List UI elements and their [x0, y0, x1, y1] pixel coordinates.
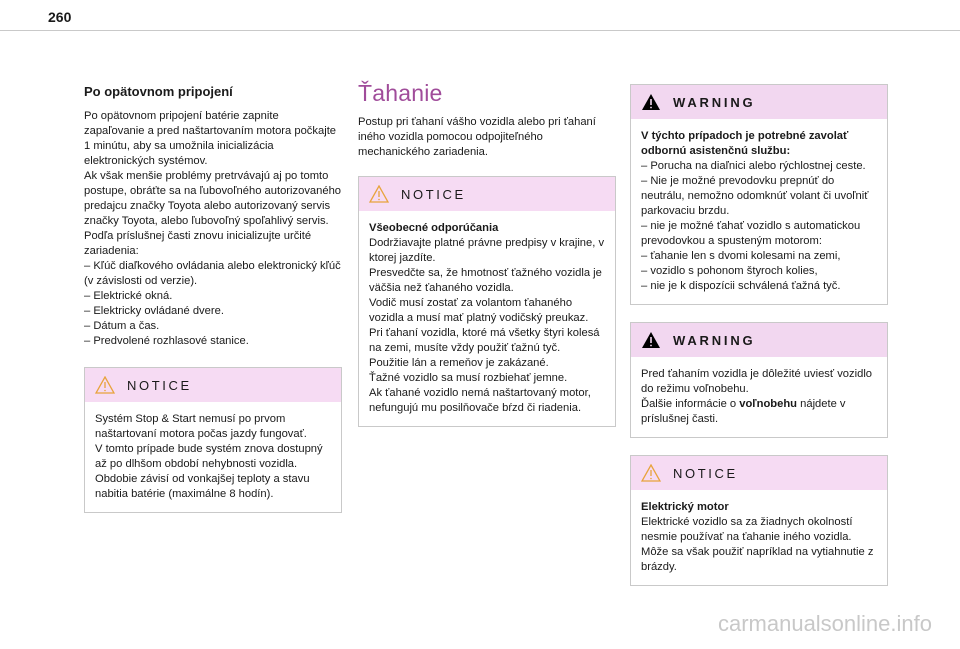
- column-towing: [358, 78, 616, 427]
- notice-line: Ak ťahané vozidlo nemá naštartovaný motor, nefungujú mu posilňovače bŕzd či riadenia.: [369, 387, 591, 414]
- notice-title: NOTICE: [127, 377, 192, 393]
- notice-line: V tomto prípade bude systém znova dostupný až po dlhšom období nehybnosti vozidla.: [95, 443, 323, 470]
- list-item: – Elektricky ovládané dvere.: [84, 304, 342, 319]
- notice-title: NOTICE: [673, 465, 738, 481]
- notice-line: Môže sa však použiť napríklad na vytiahnutie z brázdy.: [641, 546, 874, 573]
- caution-triangle-icon: [369, 185, 389, 203]
- warning-triangle-icon: [641, 331, 661, 349]
- paragraph: Podľa príslušnej časti znovu inicializujte určité zariadenia:: [84, 230, 312, 257]
- warning-line: Pred ťahaním vozidla je dôležité uviesť vozidlo do režimu voľnobehu.: [641, 368, 873, 395]
- list-item: – nie je možné ťahať vozidlo s automatickou prevodovkou a spusteným motorom:: [641, 219, 877, 249]
- section-heading-reconnect: Po opätovnom pripojení: [84, 84, 233, 99]
- notice-subtitle: Elektrický motor: [641, 501, 729, 513]
- notice-header: [359, 177, 615, 211]
- column-warnings: [630, 84, 888, 586]
- warning-box: [630, 84, 888, 305]
- notice-box: [630, 455, 888, 586]
- list-item: – nie je k dispozícii schválená ťažná tyč.: [641, 279, 877, 294]
- text-run: nájdete v príslušnej časti.: [641, 398, 846, 425]
- list-item: – Elektrické okná.: [84, 289, 342, 304]
- paragraph: Postup pri ťahaní vášho vozidla alebo pri ťahaní iného vozidla pomocou odpojiteľného mechanického zariadenia.: [358, 116, 596, 158]
- notice-line: Vodič musí zostať za volantom ťahaného vozidla a musí mať platný vodičský preukaz.: [369, 297, 589, 324]
- section-heading-towing: Ťahanie: [358, 80, 443, 106]
- warning-body: [631, 357, 887, 437]
- notice-box: [358, 176, 616, 427]
- list-item: – Dátum a čas.: [84, 319, 342, 334]
- list-item: – Nie je možné prevodovku prepnúť do neutrálu, nemožno odomknúť volant či uvoľniť parkovaciu brzdu.: [641, 174, 877, 219]
- caution-triangle-icon: [641, 464, 661, 482]
- notice-line: Ťažné vozidlo sa musí rozbiehať jemne.: [369, 372, 568, 384]
- notice-header: [85, 368, 341, 402]
- warning-triangle-icon: [641, 93, 661, 111]
- notice-title: NOTICE: [401, 186, 466, 202]
- notice-line: Pri ťahaní vozidla, ktoré má všetky štyri kolesá na zemi, musíte vždy použiť ťažnú tyč.: [369, 327, 600, 354]
- top-divider: [0, 30, 960, 31]
- caution-triangle-icon: [95, 376, 115, 394]
- list-item: – ťahanie len s dvomi kolesami na zemi,: [641, 249, 877, 264]
- notice-line: Elektrické vozidlo sa za žiadnych okolností nesmie používať na ťahanie iného vozidla.: [641, 516, 853, 543]
- notice-line: Obdobie závisí od vonkajšej teploty a stavu nabitia batérie (maximálne 8 hodín).: [95, 473, 310, 500]
- notice-body: [359, 211, 615, 426]
- list-item: – vozidlo s pohonom štyroch kolies,: [641, 264, 877, 279]
- notice-box: [84, 367, 342, 513]
- notice-header: [631, 456, 887, 490]
- notice-line: Presvedčte sa, že hmotnosť ťažného vozidla je väčšia než ťahaného vozidla.: [369, 267, 602, 294]
- warning-subtitle: V týchto prípadoch je potrebné zavolať odbornú asistenčnú službu:: [641, 130, 849, 157]
- list-item: – Porucha na diaľnici alebo rýchlostnej ceste.: [641, 159, 877, 174]
- watermark: carmanualsonline.info: [717, 611, 932, 636]
- notice-body: [85, 402, 341, 512]
- notice-line: Systém Stop & Start nemusí po prvom naštartovaní motora počas jazdy fungovať.: [95, 413, 307, 440]
- freewheel-link-text: voľnobehu: [739, 398, 798, 410]
- page-number: 260: [48, 9, 72, 25]
- warning-title: WARNING: [673, 332, 756, 348]
- notice-line: Použitie lán a remeňov je zakázané.: [369, 357, 549, 369]
- warning-header: [631, 85, 887, 119]
- notice-line: Dodržiavajte platné právne predpisy v krajine, v ktorej jazdíte.: [369, 237, 605, 264]
- warning-title: WARNING: [673, 94, 756, 110]
- reinit-list: [84, 259, 342, 349]
- paragraph: Ak však menšie problémy pretrvávajú aj po tomto postupe, obráťte sa na ľubovoľného autorizovaného predajcu značky Toyota alebo autorizovaný servis značky Toyota, alebo ľubovoľný spoľahlivý servis.: [84, 170, 342, 227]
- warning-box: [630, 322, 888, 438]
- column-reconnect: [84, 78, 342, 513]
- list-item: – Kľúč diaľkového ovládania alebo elektronický kľúč (v závislosti od verzie).: [84, 259, 342, 289]
- notice-body: [631, 490, 887, 585]
- text-run: Ďalšie informácie o: [641, 398, 740, 410]
- warning-line: [641, 397, 877, 427]
- warning-header: [631, 323, 887, 357]
- notice-subtitle: Všeobecné odporúčania: [369, 222, 499, 234]
- paragraph: Po opätovnom pripojení batérie zapnite zapaľovanie a pred naštartovaním motora počkajte 1 minútu, aby sa umožnila inicializácia elektronických systémov.: [84, 110, 337, 167]
- warning-list: [641, 159, 877, 294]
- warning-body: [631, 119, 887, 304]
- list-item: – Predvolené rozhlasové stanice.: [84, 334, 342, 349]
